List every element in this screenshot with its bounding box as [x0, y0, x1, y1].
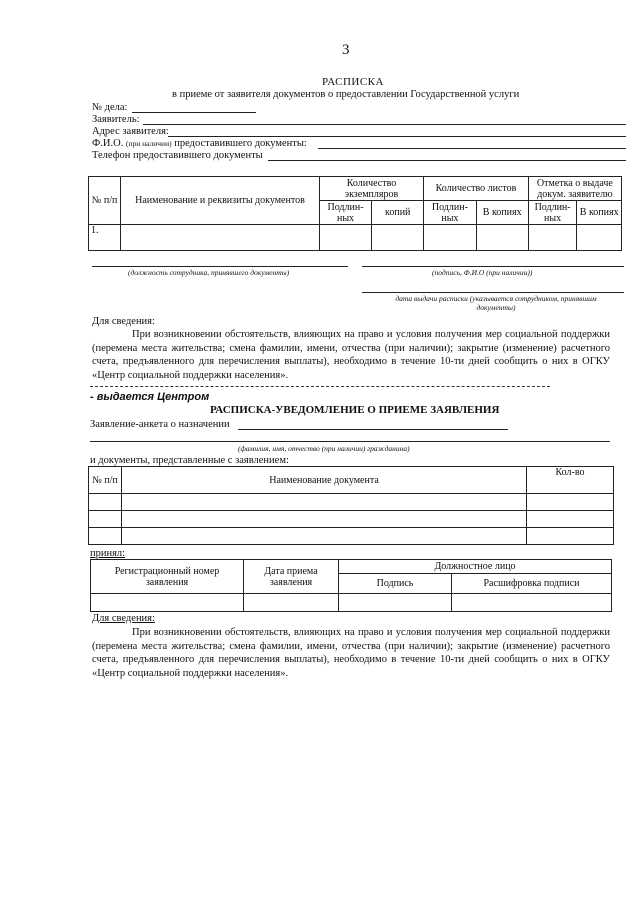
caption-fio: (фамилия, имя, отчество (при наличии) гражданина) — [238, 444, 410, 453]
cell-input[interactable] — [89, 494, 122, 511]
cell-input[interactable] — [122, 528, 527, 545]
sub-decoding: Расшифровка подписи — [452, 574, 612, 594]
col-name: Наименование и реквизиты документов — [121, 177, 320, 225]
table-row — [91, 594, 612, 612]
cell-input[interactable] — [527, 494, 614, 511]
col-reg: Регистрационный номер заявления — [91, 560, 244, 594]
info-text-1: При возникновении обстоятельств, влияющих на право и условия получения мер социальной поддержки (перемена места жительства; смена фамилии, имени, отчества (при наличии); закрытие (изменение) расчетного счета, предъявленного для перечисления выплаты), необходимо в течение 10-ти дней сообщить о них в ОГКУ «Центр социальной поддержки населения». — [92, 329, 610, 381]
docs-col-qty: Кол-во — [527, 467, 614, 494]
sub-copies: копий — [372, 201, 424, 225]
cell-input[interactable] — [452, 594, 612, 612]
cell-input[interactable] — [372, 225, 424, 251]
cell-input[interactable] — [476, 225, 528, 251]
col-sheets: Количество листов — [424, 177, 529, 201]
application-label: Заявление-анкета о назначении — [90, 419, 230, 430]
caption-position: (должность сотрудника, принявшего документы) — [128, 268, 290, 277]
position-line[interactable] — [92, 266, 348, 267]
issued-by: - выдается Центром — [90, 391, 210, 403]
case-no-field[interactable] — [132, 112, 256, 113]
cell-input[interactable] — [244, 594, 339, 612]
docs-col-no: № п/п — [89, 467, 122, 494]
docs-col-name: Наименование документа — [122, 467, 527, 494]
fio-label: Ф.И.О. (при наличии) предоставившего документы: — [92, 138, 307, 149]
case-no-label: № дела: — [92, 102, 128, 113]
cell-input[interactable] — [527, 528, 614, 545]
sub-original-3: Подлин-ных — [528, 201, 577, 225]
notice-title: РАСПИСКА-УВЕДОМЛЕНИЕ О ПРИЕМЕ ЗАЯВЛЕНИЯ — [210, 404, 500, 416]
col-no: № п/п — [89, 177, 121, 225]
table-row — [89, 494, 614, 511]
cell-input[interactable] — [577, 225, 622, 251]
application-field[interactable] — [238, 429, 508, 430]
fio-citizen-line[interactable] — [90, 441, 610, 442]
docs-label: и документы, представленные с заявлением: — [90, 455, 289, 466]
info-text-2: При возникновении обстоятельств, влияющих на право и условия получения мер социальной поддержки (перемена места жительства; смена фамилии, имени, отчества (при наличии); закрытие (изменение) расчетного счета, предъявленного для перечисления выплаты), необходимо в течение 10-ти дней сообщить о них в ОГКУ «Центр социальной поддержки населения». — [92, 627, 610, 679]
address-field[interactable] — [168, 136, 626, 137]
cell-input[interactable] — [424, 225, 476, 251]
cell-input[interactable] — [121, 225, 320, 251]
sub-original: Подлин-ных — [319, 201, 371, 225]
row-no: 1. — [89, 225, 121, 251]
col-date: Дата приема заявления — [244, 560, 339, 594]
sub-in-copies-2: В копиях — [577, 201, 622, 225]
table-row — [89, 511, 614, 528]
cell-input[interactable] — [122, 511, 527, 528]
cell-input[interactable] — [339, 594, 452, 612]
info-label-2: Для сведения: — [92, 613, 155, 624]
cell-input[interactable] — [91, 594, 244, 612]
docs-table — [88, 466, 614, 545]
cell-input[interactable] — [89, 528, 122, 545]
col-copies: Количество экземпляров — [319, 177, 423, 201]
receipt-table — [88, 176, 622, 251]
receipt-subtitle: в приеме от заявителя документов о предоставлении Государственной услуги — [172, 89, 520, 100]
fio-field[interactable] — [318, 148, 626, 149]
cell-input[interactable] — [122, 494, 527, 511]
phone-label: Телефон предоставившего документы — [92, 150, 263, 161]
cell-input[interactable] — [319, 225, 371, 251]
sub-signature: Подпись — [339, 574, 452, 594]
cell-input[interactable] — [89, 511, 122, 528]
cut-line — [90, 386, 550, 387]
phone-field[interactable] — [268, 160, 626, 161]
acceptance-table — [90, 559, 612, 612]
caption-date: дата выдачи расписки (указывается сотрудником, принявшим документы) — [395, 294, 597, 312]
caption-signature: (подпись, Ф.И.О (при наличии)) — [432, 268, 533, 277]
date-line[interactable] — [362, 292, 624, 293]
col-issue: Отметка о выдаче докум. заявителю — [528, 177, 621, 201]
receipt-title: РАСПИСКА — [322, 76, 384, 88]
cell-input[interactable] — [527, 511, 614, 528]
table-row — [89, 528, 614, 545]
sub-in-copies: В копиях — [476, 201, 528, 225]
address-label: Адрес заявителя: — [92, 126, 169, 137]
cell-input[interactable] — [528, 225, 577, 251]
col-official: Должностное лицо — [339, 560, 612, 574]
applicant-label: Заявитель: — [92, 114, 140, 125]
signature-line[interactable] — [362, 266, 624, 267]
accepted-label: принял: — [90, 548, 126, 559]
page-number: 3 — [342, 42, 350, 58]
sub-original-2: Подлин-ных — [424, 201, 476, 225]
table-row — [89, 225, 622, 251]
applicant-field[interactable] — [143, 124, 626, 125]
info-label-1: Для сведения: — [92, 316, 155, 327]
